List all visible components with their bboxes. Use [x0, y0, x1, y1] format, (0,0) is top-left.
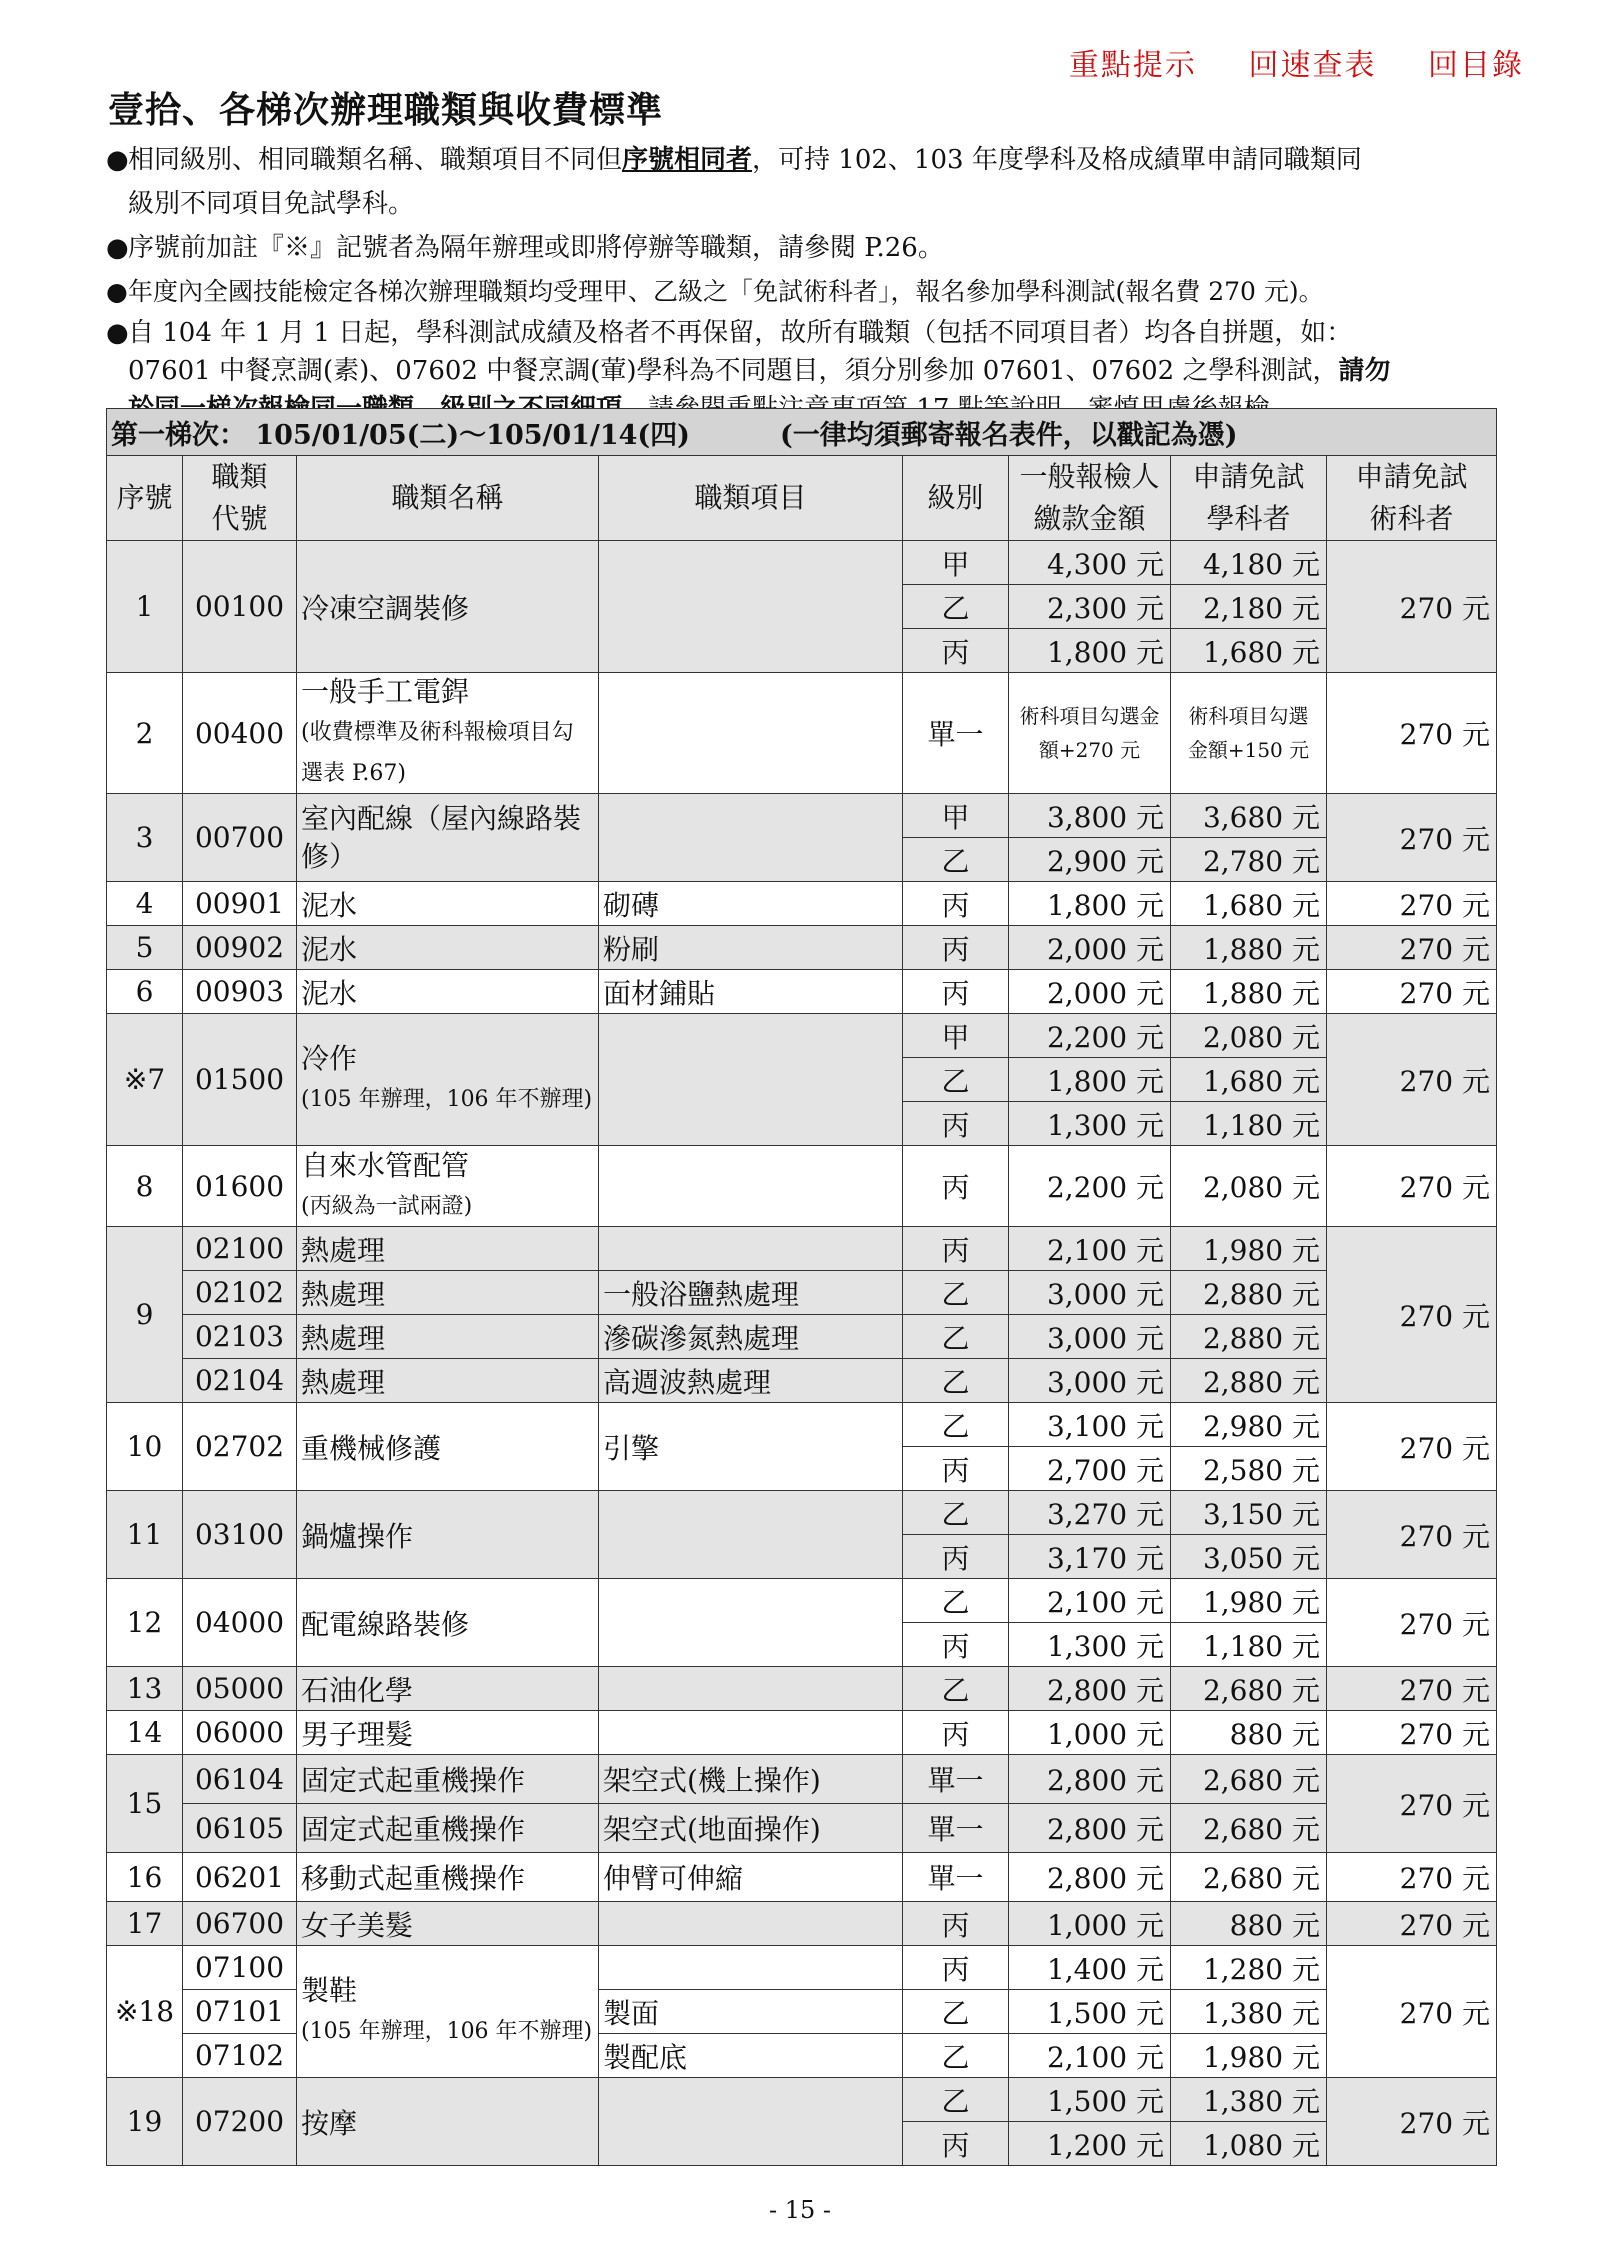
th-code: 職類 代號 [183, 456, 297, 541]
table-row: 6 00903 泥水 面材鋪貼 丙 2,000 元 1,880 元 270 元 [107, 970, 1497, 1014]
session-dates: 第一梯次： 105/01/05(二)～105/01/14(四) [111, 419, 690, 451]
table-row: 06105 固定式起重機操作 架空式(地面操作) 單一 2,800 元 2,680 元 [107, 1804, 1497, 1853]
table-row: 14 06000 男子理髮 丙 1,000 元 880 元 270 元 [107, 1711, 1497, 1755]
table-row: 3 00700 室內配線（屋內線路裝修） 甲 3,800 元 3,680 元 270 元 [107, 794, 1497, 838]
page-title: 壹拾、各梯次辦理職類與收費標準 [108, 89, 664, 131]
top-links [1029, 40, 1524, 84]
table-row: 1 00100 冷凍空調裝修 甲 4,300 元 4,180 元 270 元 [107, 541, 1497, 585]
th-level: 級別 [903, 456, 1009, 541]
th-exempt-theory: 申請免試 學科者 [1171, 456, 1327, 541]
column-headers [107, 456, 1497, 541]
table-row: 19 07200 按摩 乙 1,500 元 1,380 元 270 元 [107, 2078, 1497, 2122]
table-row: 4 00901 泥水 砌磚 丙 1,800 元 1,680 元 270 元 [107, 882, 1497, 926]
table-row: 10 02702 重機械修護 引擎 乙 3,100 元 2,980 元 270 元 [107, 1403, 1497, 1447]
page-number: - 15 - [768, 2196, 831, 2224]
table-row: 乙 2,300 元 2,180 元 [107, 585, 1497, 629]
table-row: 丙 1,800 元 1,680 元 [107, 629, 1497, 673]
th-exempt-practice: 申請免試 術科者 [1327, 456, 1497, 541]
table-row: 12 04000 配電線路裝修 乙 2,100 元 1,980 元 270 元 [107, 1579, 1497, 1623]
session-header [107, 409, 1497, 456]
table-row: 02102 熱處理 一般浴鹽熱處理 乙 3,000 元 2,880 元 [107, 1271, 1497, 1315]
table-row: 9 02100 熱處理 丙 2,100 元 1,980 元 270 元 [107, 1227, 1497, 1271]
th-general: 一般報檢人 繳款金額 [1009, 456, 1171, 541]
note-4: ● 自 104 年 1 月 1 日起，學科測試成績及格者不再保留，故所有職類（包括不同項目者）均各自拼題，如： 07601 中餐烹調(素)、07602 中餐烹調(葷)學科為不同題目，須分別參加 07601、07602 之學科測試，請勿 [108, 314, 1508, 428]
th-item: 職類項目 [599, 456, 903, 541]
table-row: 丙 1,200 元 1,080 元 [107, 2122, 1497, 2166]
table-row: 15 06104 固定式起重機操作 架空式(機上操作) 單一 2,800 元 2,680 元 270 元 [107, 1755, 1497, 1804]
note-3: ● 年度內全國技能檢定各梯次辦理職類均受理甲、乙級之「免試術科者」，報名參加學科測試(報名費 270 元)。 [108, 270, 1508, 314]
table-row: 丙 2,700 元 2,580 元 [107, 1447, 1497, 1491]
note-1: ● 相同級別、相同職類名稱、職類項目不同但序號相同者，可持 102、103 年度學科及格成績單申請同職類同 級別不同項目免試學科。 [108, 138, 1508, 226]
table-row: 02104 熱處理 高週波熱處理 乙 3,000 元 2,880 元 [107, 1359, 1497, 1403]
link-table-of-contents[interactable]: 回目錄 [1428, 48, 1524, 83]
table-row: 07102 製配底 乙 2,100 元 1,980 元 [107, 2034, 1497, 2078]
note-2: ● 序號前加註『※』記號者為隔年辦理或即將停辦等職類，請參閱 P.26。 [108, 226, 1508, 270]
table-row: 8 01600 自來水管配管 (丙級為一試兩證) 丙 2,200 元 2,080 元 270 元 [107, 1146, 1497, 1227]
fee-table [106, 408, 1497, 2166]
table-row: 07101 製面 乙 1,500 元 1,380 元 [107, 1990, 1497, 2034]
table-row: 13 05000 石油化學 乙 2,800 元 2,680 元 270 元 [107, 1667, 1497, 1711]
table-row: 乙 2,900 元 2,780 元 [107, 838, 1497, 882]
table-row: ※18 07100 製鞋 (105 年辦理，106 年不辦理) 丙 1,400 元 1,280 元 270 元 [107, 1946, 1497, 1990]
table-row: 丙 1,300 元 1,180 元 [107, 1623, 1497, 1667]
link-quick-lookup[interactable]: 回速查表 [1248, 48, 1377, 83]
bullet-icon: ● [106, 145, 129, 175]
table-row: 2 00400 一般手工電銲 (收費標準及術科報檢項目勾選表 P.67) 單一 術科項目勾選金 額+270 元 術科項目勾選 金額+150 元 270 元 [107, 673, 1497, 794]
session-note: (一律均須郵寄報名表件，以戳記為憑) [779, 419, 1238, 451]
table-row: 丙 3,170 元 3,050 元 [107, 1535, 1497, 1579]
th-seq: 序號 [107, 456, 183, 541]
table-row: 11 03100 鍋爐操作 乙 3,270 元 3,150 元 270 元 [107, 1491, 1497, 1535]
table-row: 丙 1,300 元 1,180 元 [107, 1102, 1497, 1146]
table-row: 02103 熱處理 滲碳滲氮熱處理 乙 3,000 元 2,880 元 [107, 1315, 1497, 1359]
th-name: 職類名稱 [297, 456, 599, 541]
table-row: 5 00902 泥水 粉刷 丙 2,000 元 1,880 元 270 元 [107, 926, 1497, 970]
table-row: 乙 1,800 元 1,680 元 [107, 1058, 1497, 1102]
notes [108, 138, 1508, 428]
table-row: 16 06201 移動式起重機操作 伸臂可伸縮 單一 2,800 元 2,680 元 270 元 [107, 1853, 1497, 1902]
table-row: 17 06700 女子美髮 丙 1,000 元 880 元 270 元 [107, 1902, 1497, 1946]
table-row: ※7 01500 冷作 (105 年辦理，106 年不辦理) 甲 2,200 元 2,080 元 270 元 [107, 1014, 1497, 1058]
bullet-icon: ● [106, 233, 129, 263]
link-key-points[interactable]: 重點提示 [1068, 48, 1197, 83]
bullet-icon: ● [106, 318, 129, 348]
bullet-icon: ● [106, 277, 128, 306]
